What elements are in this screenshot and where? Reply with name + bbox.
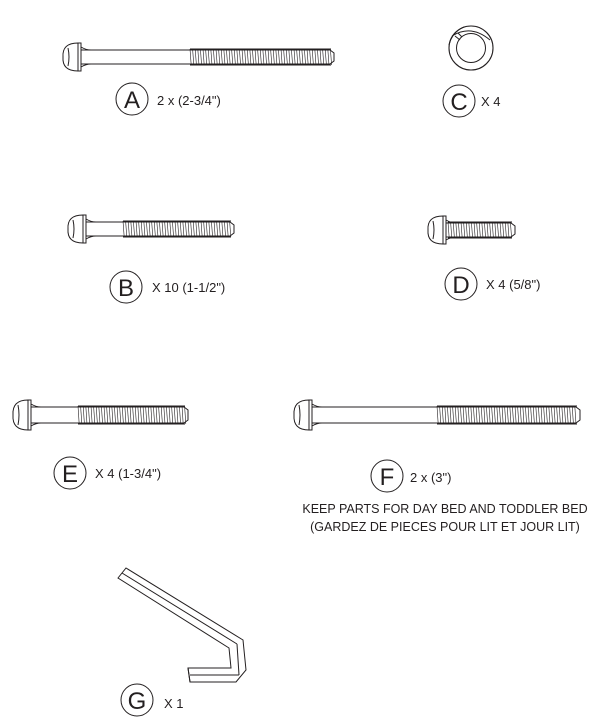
part-f-label [371,460,451,492]
part-d-letter: D [452,272,470,299]
part-c-quantity: X 4 [481,94,501,109]
allen-key-g-icon [118,568,246,682]
part-g-letter: G [127,688,147,715]
part-b-quantity: X 10 (1-1/2") [152,280,226,295]
bolt-b-icon [68,215,234,243]
part-c-letter: C [450,89,468,116]
bolt-f-icon [294,400,580,430]
part-f-quantity: 2 x (3") [410,470,452,485]
part-b-label [110,271,225,303]
bolt-d-icon [428,216,515,244]
part-a-label [116,83,221,115]
keep-parts-note [302,502,587,534]
part-f-letter: F [379,464,395,491]
part-g-quantity: X 1 [164,696,184,711]
part-e-quantity: X 4 (1-3/4") [95,466,162,481]
bolt-a-icon [63,43,334,71]
part-b-letter: B [117,275,135,302]
note-line-1: KEEP PARTS FOR DAY BED AND TODDLER BED [302,502,588,516]
part-e-label [54,457,161,489]
part-e-letter: E [61,461,79,488]
part-c-label [443,85,501,117]
part-a-letter: A [123,87,141,114]
part-d-label [445,268,540,300]
part-a-quantity: 2 x (2-3/4") [157,93,221,108]
note-line-2: (GARDEZ DE PIECES POUR LIT ET JOUR LIT) [310,520,580,534]
part-g-label [121,684,184,716]
lock-washer-c-icon [449,26,493,70]
bolt-e-icon [13,400,188,430]
part-d-quantity: X 4 (5/8") [486,277,541,292]
